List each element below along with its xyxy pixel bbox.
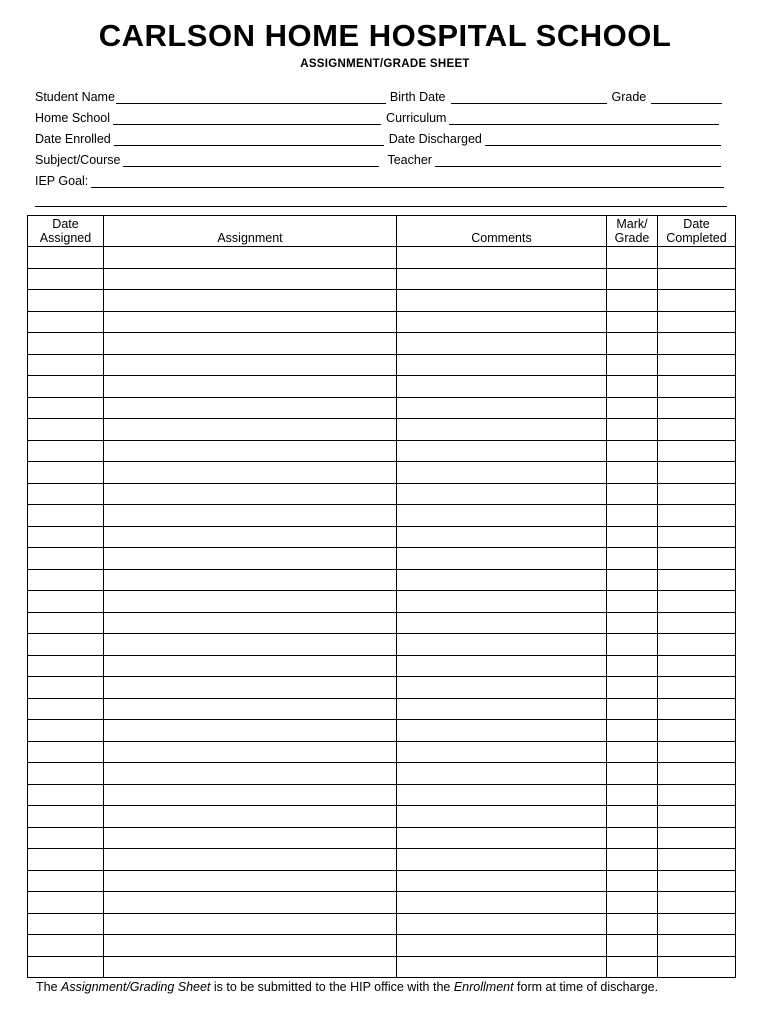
cell-comments[interactable] xyxy=(397,483,607,505)
cell-assignment[interactable] xyxy=(104,913,397,935)
home-school-line[interactable] xyxy=(113,113,381,125)
curriculum-line[interactable] xyxy=(449,113,719,125)
footer-note xyxy=(36,980,658,994)
cell-comments[interactable] xyxy=(397,440,607,462)
table-row xyxy=(28,569,736,591)
cell-date-assigned[interactable] xyxy=(28,849,104,871)
cell-assignment[interactable] xyxy=(104,505,397,527)
cell-assignment[interactable] xyxy=(104,827,397,849)
cell-comments[interactable] xyxy=(397,591,607,613)
home-school-label: Home School xyxy=(35,111,111,125)
cell-date-assigned[interactable] xyxy=(28,784,104,806)
cell-date-completed[interactable] xyxy=(658,591,736,613)
cell-comments[interactable] xyxy=(397,247,607,269)
date-discharged-label: Date Discharged xyxy=(388,132,482,146)
cell-mark-grade[interactable] xyxy=(607,419,658,441)
cell-mark-grade[interactable] xyxy=(607,634,658,656)
table-row xyxy=(28,784,736,806)
subject-course-label: Subject/Course xyxy=(35,153,121,167)
cell-date-assigned[interactable] xyxy=(28,483,104,505)
cell-comments[interactable] xyxy=(397,956,607,978)
cell-comments[interactable] xyxy=(397,763,607,785)
teacher-line[interactable] xyxy=(435,155,721,167)
cell-assignment[interactable] xyxy=(104,956,397,978)
teacher-label: Teacher xyxy=(387,153,432,167)
cell-date-assigned[interactable] xyxy=(28,913,104,935)
cell-comments[interactable] xyxy=(397,634,607,656)
cell-mark-grade[interactable] xyxy=(607,354,658,376)
cell-comments[interactable] xyxy=(397,935,607,957)
student-name-line[interactable] xyxy=(116,92,386,104)
cell-assignment[interactable] xyxy=(104,440,397,462)
cell-date-completed[interactable] xyxy=(658,376,736,398)
cell-mark-grade[interactable] xyxy=(607,677,658,699)
cell-assignment[interactable] xyxy=(104,720,397,742)
cell-date-completed[interactable] xyxy=(658,698,736,720)
cell-assignment[interactable] xyxy=(104,268,397,290)
table-row xyxy=(28,397,736,419)
table-row xyxy=(28,548,736,570)
table-row xyxy=(28,956,736,978)
cell-mark-grade[interactable] xyxy=(607,397,658,419)
cell-date-assigned[interactable] xyxy=(28,333,104,355)
iep-goal-label: IEP Goal: xyxy=(35,174,89,188)
table-row xyxy=(28,677,736,699)
cell-mark-grade[interactable] xyxy=(607,784,658,806)
cell-date-completed[interactable] xyxy=(658,483,736,505)
cell-comments[interactable] xyxy=(397,741,607,763)
cell-date-assigned[interactable] xyxy=(28,247,104,269)
document-subtitle: ASSIGNMENT/GRADE SHEET xyxy=(300,58,470,70)
cell-date-assigned[interactable] xyxy=(28,935,104,957)
cell-date-completed[interactable] xyxy=(658,526,736,548)
cell-date-assigned[interactable] xyxy=(28,763,104,785)
header-date-assigned-line2: Assigned xyxy=(39,231,92,245)
info-row-3 xyxy=(35,130,735,146)
cell-comments[interactable] xyxy=(397,870,607,892)
cell-mark-grade[interactable] xyxy=(607,440,658,462)
cell-date-completed[interactable] xyxy=(658,763,736,785)
cell-comments[interactable] xyxy=(397,655,607,677)
cell-date-completed[interactable] xyxy=(658,741,736,763)
cell-date-completed[interactable] xyxy=(658,849,736,871)
cell-date-assigned[interactable] xyxy=(28,290,104,312)
table-row xyxy=(28,870,736,892)
cell-assignment[interactable] xyxy=(104,677,397,699)
cell-comments[interactable] xyxy=(397,462,607,484)
cell-comments[interactable] xyxy=(397,784,607,806)
table-row xyxy=(28,591,736,613)
cell-date-completed[interactable] xyxy=(658,913,736,935)
cell-assignment[interactable] xyxy=(104,655,397,677)
cell-comments[interactable] xyxy=(397,526,607,548)
cell-mark-grade[interactable] xyxy=(607,462,658,484)
table-row xyxy=(28,462,736,484)
cell-assignment[interactable] xyxy=(104,419,397,441)
cell-mark-grade[interactable] xyxy=(607,247,658,269)
cell-date-assigned[interactable] xyxy=(28,741,104,763)
table-row xyxy=(28,311,736,333)
header-date-assigned-line1: Date xyxy=(52,217,79,231)
cell-mark-grade[interactable] xyxy=(607,569,658,591)
cell-date-assigned[interactable] xyxy=(28,720,104,742)
birth-date-field[interactable] xyxy=(390,90,607,104)
cell-comments[interactable] xyxy=(397,376,607,398)
document-title: CARLSON HOME HOSPITAL SCHOOL xyxy=(98,18,672,53)
cell-date-assigned[interactable] xyxy=(28,376,104,398)
cell-date-completed[interactable] xyxy=(658,655,736,677)
cell-comments[interactable] xyxy=(397,548,607,570)
subject-course-line[interactable] xyxy=(123,155,379,167)
header-date-completed-line1: Date xyxy=(683,217,710,231)
cell-assignment[interactable] xyxy=(104,741,397,763)
cell-mark-grade[interactable] xyxy=(607,333,658,355)
table-row xyxy=(28,849,736,871)
grade-line[interactable] xyxy=(651,92,722,104)
cell-date-completed[interactable] xyxy=(658,935,736,957)
footer-text-2: is to be submitted to the HIP office with the xyxy=(210,980,454,994)
cell-mark-grade[interactable] xyxy=(607,290,658,312)
cell-date-assigned[interactable] xyxy=(28,440,104,462)
info-row-2 xyxy=(35,109,735,125)
cell-comments[interactable] xyxy=(397,569,607,591)
cell-comments[interactable] xyxy=(397,290,607,312)
cell-date-assigned[interactable] xyxy=(28,806,104,828)
cell-date-assigned[interactable] xyxy=(28,591,104,613)
cell-assignment[interactable] xyxy=(104,462,397,484)
cell-comments[interactable] xyxy=(397,849,607,871)
cell-date-completed[interactable] xyxy=(658,720,736,742)
cell-mark-grade[interactable] xyxy=(607,483,658,505)
cell-assignment[interactable] xyxy=(104,935,397,957)
table-row xyxy=(28,505,736,527)
student-name-field[interactable] xyxy=(35,90,386,104)
cell-date-assigned[interactable] xyxy=(28,634,104,656)
date-discharged-field[interactable] xyxy=(389,132,721,146)
cell-mark-grade[interactable] xyxy=(607,741,658,763)
date-discharged-line[interactable] xyxy=(485,134,721,146)
header-mark-grade-line2: Grade xyxy=(614,231,650,245)
cell-mark-grade[interactable] xyxy=(607,376,658,398)
cell-mark-grade[interactable] xyxy=(607,956,658,978)
cell-mark-grade[interactable] xyxy=(607,849,658,871)
cell-assignment[interactable] xyxy=(104,354,397,376)
cell-mark-grade[interactable] xyxy=(607,548,658,570)
cell-assignment[interactable] xyxy=(104,376,397,398)
cell-comments[interactable] xyxy=(397,505,607,527)
cell-comments[interactable] xyxy=(397,612,607,634)
table-row xyxy=(28,290,736,312)
cell-comments[interactable] xyxy=(397,913,607,935)
grade-label: Grade xyxy=(611,90,647,104)
table-row xyxy=(28,720,736,742)
cell-mark-grade[interactable] xyxy=(607,935,658,957)
cell-assignment[interactable] xyxy=(104,784,397,806)
date-enrolled-label: Date Enrolled xyxy=(35,132,111,146)
subject-course-field[interactable] xyxy=(35,153,379,167)
cell-date-assigned[interactable] xyxy=(28,569,104,591)
cell-date-completed[interactable] xyxy=(658,268,736,290)
curriculum-field[interactable] xyxy=(386,111,719,125)
cell-date-assigned[interactable] xyxy=(28,268,104,290)
cell-assignment[interactable] xyxy=(104,806,397,828)
cell-assignment[interactable] xyxy=(104,311,397,333)
cell-assignment[interactable] xyxy=(104,247,397,269)
table-row xyxy=(28,827,736,849)
cell-date-completed[interactable] xyxy=(658,290,736,312)
cell-date-completed[interactable] xyxy=(658,892,736,914)
date-enrolled-line[interactable] xyxy=(114,134,384,146)
teacher-field[interactable] xyxy=(387,153,720,167)
cell-date-assigned[interactable] xyxy=(28,892,104,914)
cell-comments[interactable] xyxy=(397,720,607,742)
birth-date-line[interactable] xyxy=(451,92,607,104)
info-row-5 xyxy=(35,172,735,188)
cell-mark-grade[interactable] xyxy=(607,763,658,785)
cell-assignment[interactable] xyxy=(104,569,397,591)
cell-assignment[interactable] xyxy=(104,548,397,570)
date-enrolled-field[interactable] xyxy=(35,132,384,146)
table-row xyxy=(28,913,736,935)
table-row xyxy=(28,634,736,656)
cell-mark-grade[interactable] xyxy=(607,827,658,849)
assignment-table xyxy=(27,215,736,978)
table-row xyxy=(28,612,736,634)
cell-mark-grade[interactable] xyxy=(607,870,658,892)
table-row xyxy=(28,440,736,462)
cell-comments[interactable] xyxy=(397,892,607,914)
table-row xyxy=(28,247,736,269)
footer-text-1: The xyxy=(36,980,62,994)
info-row-4 xyxy=(35,151,735,167)
header-date-assigned xyxy=(28,216,104,247)
cell-date-assigned[interactable] xyxy=(28,870,104,892)
cell-mark-grade[interactable] xyxy=(607,806,658,828)
cell-comments[interactable] xyxy=(397,827,607,849)
cell-date-completed[interactable] xyxy=(658,634,736,656)
table-row xyxy=(28,892,736,914)
cell-date-assigned[interactable] xyxy=(28,612,104,634)
cell-date-assigned[interactable] xyxy=(28,311,104,333)
cell-assignment[interactable] xyxy=(104,483,397,505)
table-row xyxy=(28,763,736,785)
cell-assignment[interactable] xyxy=(104,698,397,720)
cell-comments[interactable] xyxy=(397,806,607,828)
cell-mark-grade[interactable] xyxy=(607,913,658,935)
cell-date-completed[interactable] xyxy=(658,333,736,355)
cell-comments[interactable] xyxy=(397,677,607,699)
student-name-label: Student Name xyxy=(35,90,115,104)
cell-date-completed[interactable] xyxy=(658,247,736,269)
table-header-row xyxy=(28,216,736,247)
curriculum-label: Curriculum xyxy=(386,111,447,125)
cell-date-assigned[interactable] xyxy=(28,397,104,419)
cell-assignment[interactable] xyxy=(104,763,397,785)
cell-date-assigned[interactable] xyxy=(28,548,104,570)
table-row xyxy=(28,698,736,720)
grade-field[interactable] xyxy=(612,90,723,104)
cell-comments[interactable] xyxy=(397,268,607,290)
cell-date-completed[interactable] xyxy=(658,419,736,441)
cell-date-completed[interactable] xyxy=(658,462,736,484)
cell-assignment[interactable] xyxy=(104,892,397,914)
cell-comments[interactable] xyxy=(397,397,607,419)
header-mark-grade-line1: Mark/ xyxy=(616,217,648,231)
cell-date-completed[interactable] xyxy=(658,870,736,892)
info-row-1 xyxy=(35,88,735,104)
cell-mark-grade[interactable] xyxy=(607,612,658,634)
cell-date-completed[interactable] xyxy=(658,397,736,419)
footer-text-3: form at time of discharge. xyxy=(513,980,659,994)
cell-comments[interactable] xyxy=(397,419,607,441)
cell-comments[interactable] xyxy=(397,354,607,376)
table-row xyxy=(28,333,736,355)
cell-date-completed[interactable] xyxy=(658,569,736,591)
footer-italic-1: Assignment/Grading Sheet xyxy=(61,980,211,994)
cell-assignment[interactable] xyxy=(104,849,397,871)
cell-mark-grade[interactable] xyxy=(607,655,658,677)
table-row xyxy=(28,268,736,290)
cell-date-assigned[interactable] xyxy=(28,354,104,376)
cell-date-assigned[interactable] xyxy=(28,698,104,720)
footer-italic-2: Enrollment xyxy=(453,980,514,994)
table-row xyxy=(28,354,736,376)
header-date-completed xyxy=(658,216,736,247)
cell-date-completed[interactable] xyxy=(658,354,736,376)
cell-date-assigned[interactable] xyxy=(28,526,104,548)
cell-date-completed[interactable] xyxy=(658,677,736,699)
cell-assignment[interactable] xyxy=(104,634,397,656)
iep-goal-line[interactable] xyxy=(91,176,724,188)
table-row xyxy=(28,376,736,398)
header-mark-grade xyxy=(607,216,658,247)
cell-date-assigned[interactable] xyxy=(28,419,104,441)
cell-date-assigned[interactable] xyxy=(28,827,104,849)
cell-date-completed[interactable] xyxy=(658,548,736,570)
cell-mark-grade[interactable] xyxy=(607,268,658,290)
cell-assignment[interactable] xyxy=(104,333,397,355)
cell-assignment[interactable] xyxy=(104,526,397,548)
cell-comments[interactable] xyxy=(397,311,607,333)
cell-assignment[interactable] xyxy=(104,290,397,312)
cell-mark-grade[interactable] xyxy=(607,505,658,527)
cell-mark-grade[interactable] xyxy=(607,311,658,333)
cell-date-completed[interactable] xyxy=(658,612,736,634)
cell-comments[interactable] xyxy=(397,698,607,720)
cell-assignment[interactable] xyxy=(104,612,397,634)
cell-comments[interactable] xyxy=(397,333,607,355)
cell-date-completed[interactable] xyxy=(658,440,736,462)
table-row xyxy=(28,419,736,441)
cell-date-completed[interactable] xyxy=(658,827,736,849)
table-row xyxy=(28,655,736,677)
cell-date-assigned[interactable] xyxy=(28,677,104,699)
cell-date-completed[interactable] xyxy=(658,311,736,333)
cell-date-completed[interactable] xyxy=(658,784,736,806)
cell-date-assigned[interactable] xyxy=(28,505,104,527)
home-school-field[interactable] xyxy=(35,111,381,125)
cell-date-assigned[interactable] xyxy=(28,956,104,978)
header-assignment: Assignment xyxy=(104,216,397,247)
iep-goal-field[interactable] xyxy=(35,174,724,188)
table-row xyxy=(28,935,736,957)
header-date-completed-line2: Completed xyxy=(666,231,727,245)
cell-mark-grade[interactable] xyxy=(607,892,658,914)
cell-mark-grade[interactable] xyxy=(607,698,658,720)
cell-date-completed[interactable] xyxy=(658,956,736,978)
table-row xyxy=(28,526,736,548)
header-comments: Comments xyxy=(397,216,607,247)
cell-assignment[interactable] xyxy=(104,397,397,419)
table-row xyxy=(28,483,736,505)
cell-mark-grade[interactable] xyxy=(607,591,658,613)
table-row xyxy=(28,806,736,828)
cell-mark-grade[interactable] xyxy=(607,526,658,548)
iep-goal-continuation-line[interactable] xyxy=(35,206,727,207)
cell-mark-grade[interactable] xyxy=(607,720,658,742)
cell-assignment[interactable] xyxy=(104,591,397,613)
cell-date-assigned[interactable] xyxy=(28,655,104,677)
cell-date-completed[interactable] xyxy=(658,806,736,828)
table-body xyxy=(28,247,736,978)
cell-assignment[interactable] xyxy=(104,870,397,892)
birth-date-label: Birth Date xyxy=(389,90,446,104)
cell-date-completed[interactable] xyxy=(658,505,736,527)
table-row xyxy=(28,741,736,763)
cell-date-assigned[interactable] xyxy=(28,462,104,484)
